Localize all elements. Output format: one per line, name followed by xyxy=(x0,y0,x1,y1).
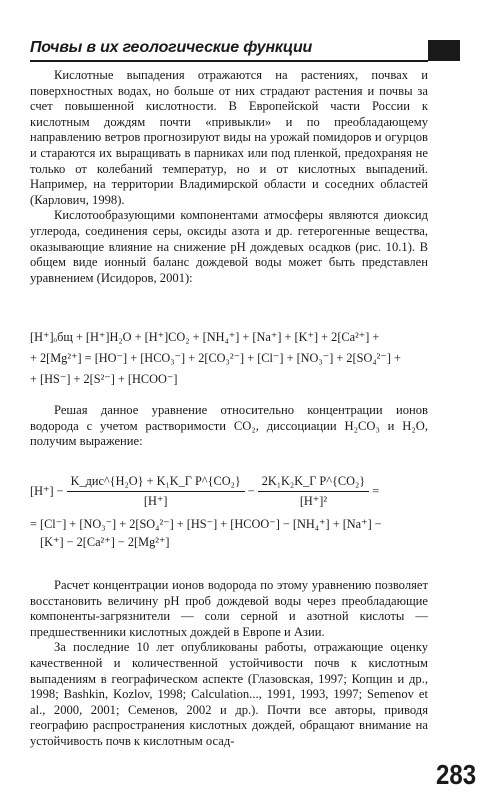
ion-balance-equation xyxy=(30,330,430,389)
running-header xyxy=(30,39,460,61)
running-title: Почвы в их геологические функции xyxy=(30,39,313,56)
equation2-lhs: [H⁺] − xyxy=(30,483,64,498)
header-black-block xyxy=(428,40,460,61)
fraction1-numerator: K_дис^{H₂O} + K₁K_Γ P^{CO₂} xyxy=(67,474,245,492)
equation1-line2: + 2[Mg²⁺] = [HO⁻] + [HCO₃⁻] + 2[CO₃²⁻] + [Cl⁻] + [NO₃⁻] + 2[SO₄²⁻] + xyxy=(30,351,401,365)
paragraph-solving-equation: Решая данное уравнение относительно концентрации ионов водорода с учетом растворимости CO₂, диссоциации H₂CO₃ и H₂O, получим выражение: xyxy=(30,403,428,449)
text-block-top xyxy=(30,68,428,286)
fraction1-denominator: [H⁺] xyxy=(143,493,168,508)
page-number: 283 xyxy=(436,760,477,792)
paragraph-acid-precipitation: Кислотные выпадения отражаются на растениях, почвах и поверхностных водах, но больше от них страдают растения и почвы за счет повышенной кислотности. В Европейской части России к кислотным дождям почти «привыкли» и по преобладающему направлению ветров прогнозируют виды на урожай помидоров и огурцов и стараются их выращивать в парниках или под пленкой, предохраняя не только от колебаний температур, но и от кислотных выпадений. Например, на территории Владимирской области и соседних областей (Карлович, 1998). xyxy=(30,68,428,207)
paragraph-acid-components: Кислотообразующими компонентами атмосферы являются диоксид углерода, соединения серы, оксиды азота и др. гетерогенные вещества, оказывающие влияние на снижение pH дождевых осадков (рис. 10.1). В общем виде ионный баланс дождевой воды может быть представлен уравнением (Исидоров, 2001): xyxy=(30,208,428,285)
fraction2-numerator: 2K₁K₂K_Γ P^{CO₂} xyxy=(258,474,369,492)
equation2-line1 xyxy=(30,468,430,514)
equation1-line3: + [HS⁻] + 2[S²⁻] + [HCOO⁻] xyxy=(30,372,178,386)
hydrogen-ion-expression xyxy=(30,468,430,550)
equation1-line1: [H⁺]ₒбщ + [H⁺]H₂O + [H⁺]CO₂ + [NH₄⁺] + [Na⁺] + [K⁺] + 2[Ca²⁺] + xyxy=(30,330,380,344)
text-block-bottom xyxy=(30,578,428,750)
equation2-line2: = [Cl⁻] + [NO₃⁻] + 2[SO₄²⁻] + [HS⁻] + [HCOO⁻] − [NH₄⁺] + [Na⁺] − xyxy=(30,517,382,531)
equation2-fraction2 xyxy=(258,474,369,509)
fraction2-denominator: [H⁺]² xyxy=(299,493,328,508)
header-rule xyxy=(30,60,428,62)
paragraph-calculation: Расчет концентрации ионов водорода по этому уравнению позволяет восстановить величину pH проб дождевой воды через преобладающие компоненты-загрязнители — соли серной и азотной кислоты — предшественники кислотных дождей в Европе и Азии. xyxy=(30,578,428,639)
equation2-equals: = xyxy=(372,483,380,498)
text-block-middle xyxy=(30,403,428,450)
equation2-line3: [K⁺] − 2[Ca²⁺] − 2[Mg²⁺] xyxy=(40,535,170,549)
equation2-fraction1 xyxy=(67,474,245,509)
paragraph-publications: За последние 10 лет опубликованы работы, отражающие оценку качественной и количественной устойчивости почв к кислотным выпадениям в географическом аспекте (Глазовская, 1997; Копцин и др., 1998; Bashkin, Kozlov, 1998; Calculation..., 1991, 1993, 1997; Semenov et al., 2000, 2001; Семенов, 2002 и др.). Почти все авторы, приводя географию распространения кислотных дождей, обращают внимание на устойчивость почв к кислотным осад- xyxy=(30,640,428,748)
equation2-minus: − xyxy=(247,483,255,498)
